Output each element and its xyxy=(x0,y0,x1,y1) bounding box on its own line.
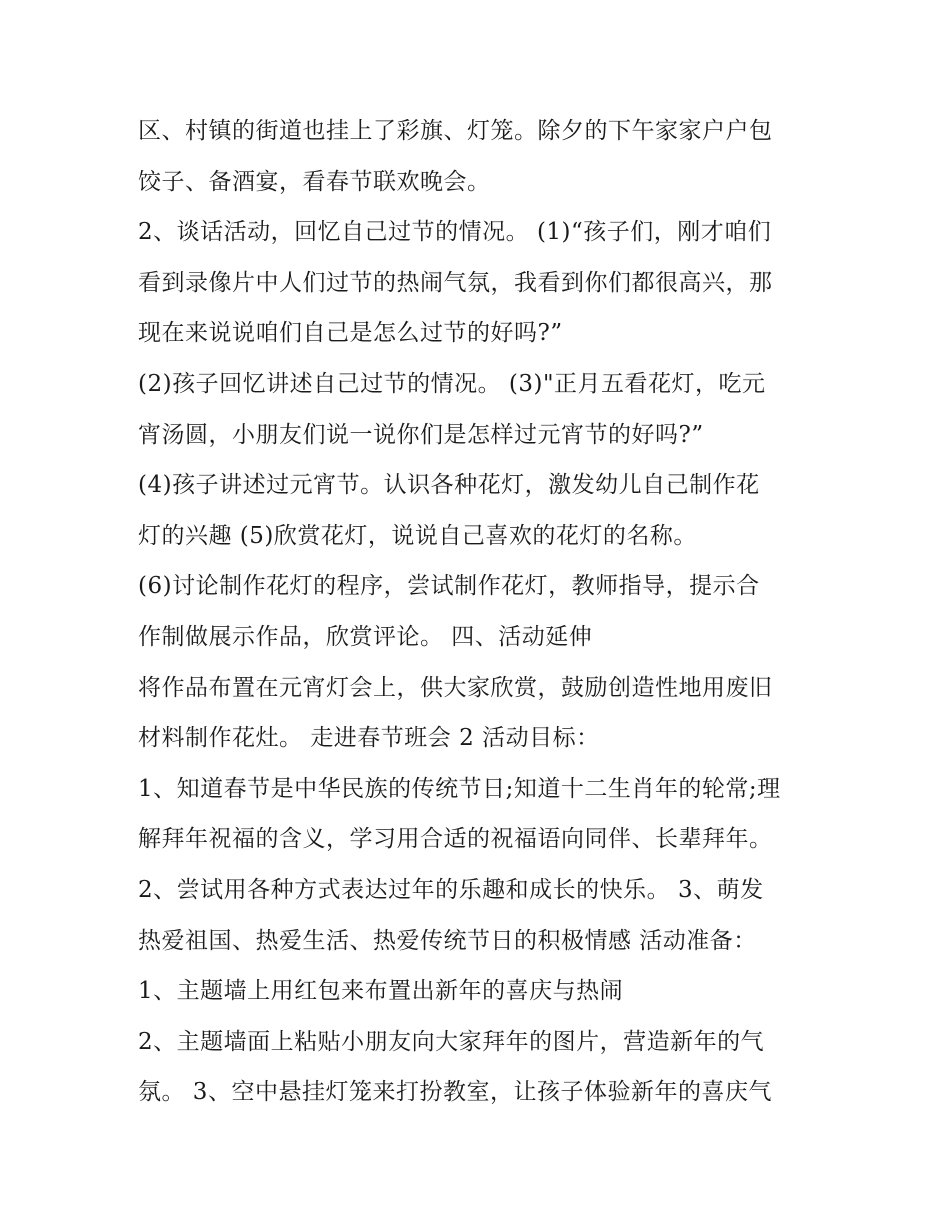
text-line: 宵汤圆，小朋友们说一说你们是怎样过元宵节的好吗?” xyxy=(138,421,704,448)
text-line: 材料制作花灶。 走进春节班会 2 活动目标： xyxy=(138,725,600,752)
text-line: 1、知道春节是中华民族的传统节日;知道十二生肖年的轮常;理 xyxy=(138,775,781,802)
text-line: 看到录像片中人们过节的热闹气氛，我看到你们都很高兴，那 xyxy=(138,269,773,296)
text-line: 2、谈话活动，回忆自己过节的情况。 (1)“孩子们，刚才咱们 xyxy=(138,219,772,246)
text-line: 灯的兴趣 (5)欣赏花灯，说说自己喜欢的花灯的名称。 xyxy=(138,522,697,549)
text-line: (2)孩子回忆讲述自己过节的情况。 (3)"正月五看花灯，吃元 xyxy=(138,370,766,397)
text-line: 1、主题墙上用红包来布置出新年的喜庆与热闹 xyxy=(138,978,624,1005)
text-line: 饺子、备酒宴，看春节联欢晚会。 xyxy=(138,168,491,195)
text-line: 区、村镇的街道也挂上了彩旗、灯笼。除夕的下午家家户户包 xyxy=(138,118,773,144)
text-line: 作制做展示作品，欣赏评论。 四、活动延伸 xyxy=(138,623,593,650)
text-line: (4)孩子讲述过元宵节。认识各种花灯，激发幼儿自己制作花 xyxy=(138,472,760,499)
text-line: 热爱祖国、热爱生活、热爱传统节日的积极情感 活动准备： xyxy=(138,927,757,954)
text-line: (6)讨论制作花灯的程序，尝试制作花灯，教师指导，提示合 xyxy=(138,573,760,600)
text-line: 氛。 3、空中悬挂灯笼来打扮教室，让孩子体验新年的喜庆气 xyxy=(138,1079,772,1106)
document-body xyxy=(138,106,828,1118)
text-line: 将作品布置在元宵灯会上，供大家欣赏，鼓励创造性地用废旧 xyxy=(138,674,773,701)
text-line: 2、尝试用各种方式表达过年的乐趣和成长的快乐。 3、萌发 xyxy=(138,876,764,903)
text-line: 解拜年祝福的含义，学习用合适的祝福语向同伴、长辈拜年。 xyxy=(138,826,773,853)
text-line: 现在来说说咱们自己是怎么过节的好吗?” xyxy=(138,320,563,347)
text-line: 2、主题墙面上粘贴小朋友向大家拜年的图片，营造新年的气 xyxy=(138,1028,765,1055)
